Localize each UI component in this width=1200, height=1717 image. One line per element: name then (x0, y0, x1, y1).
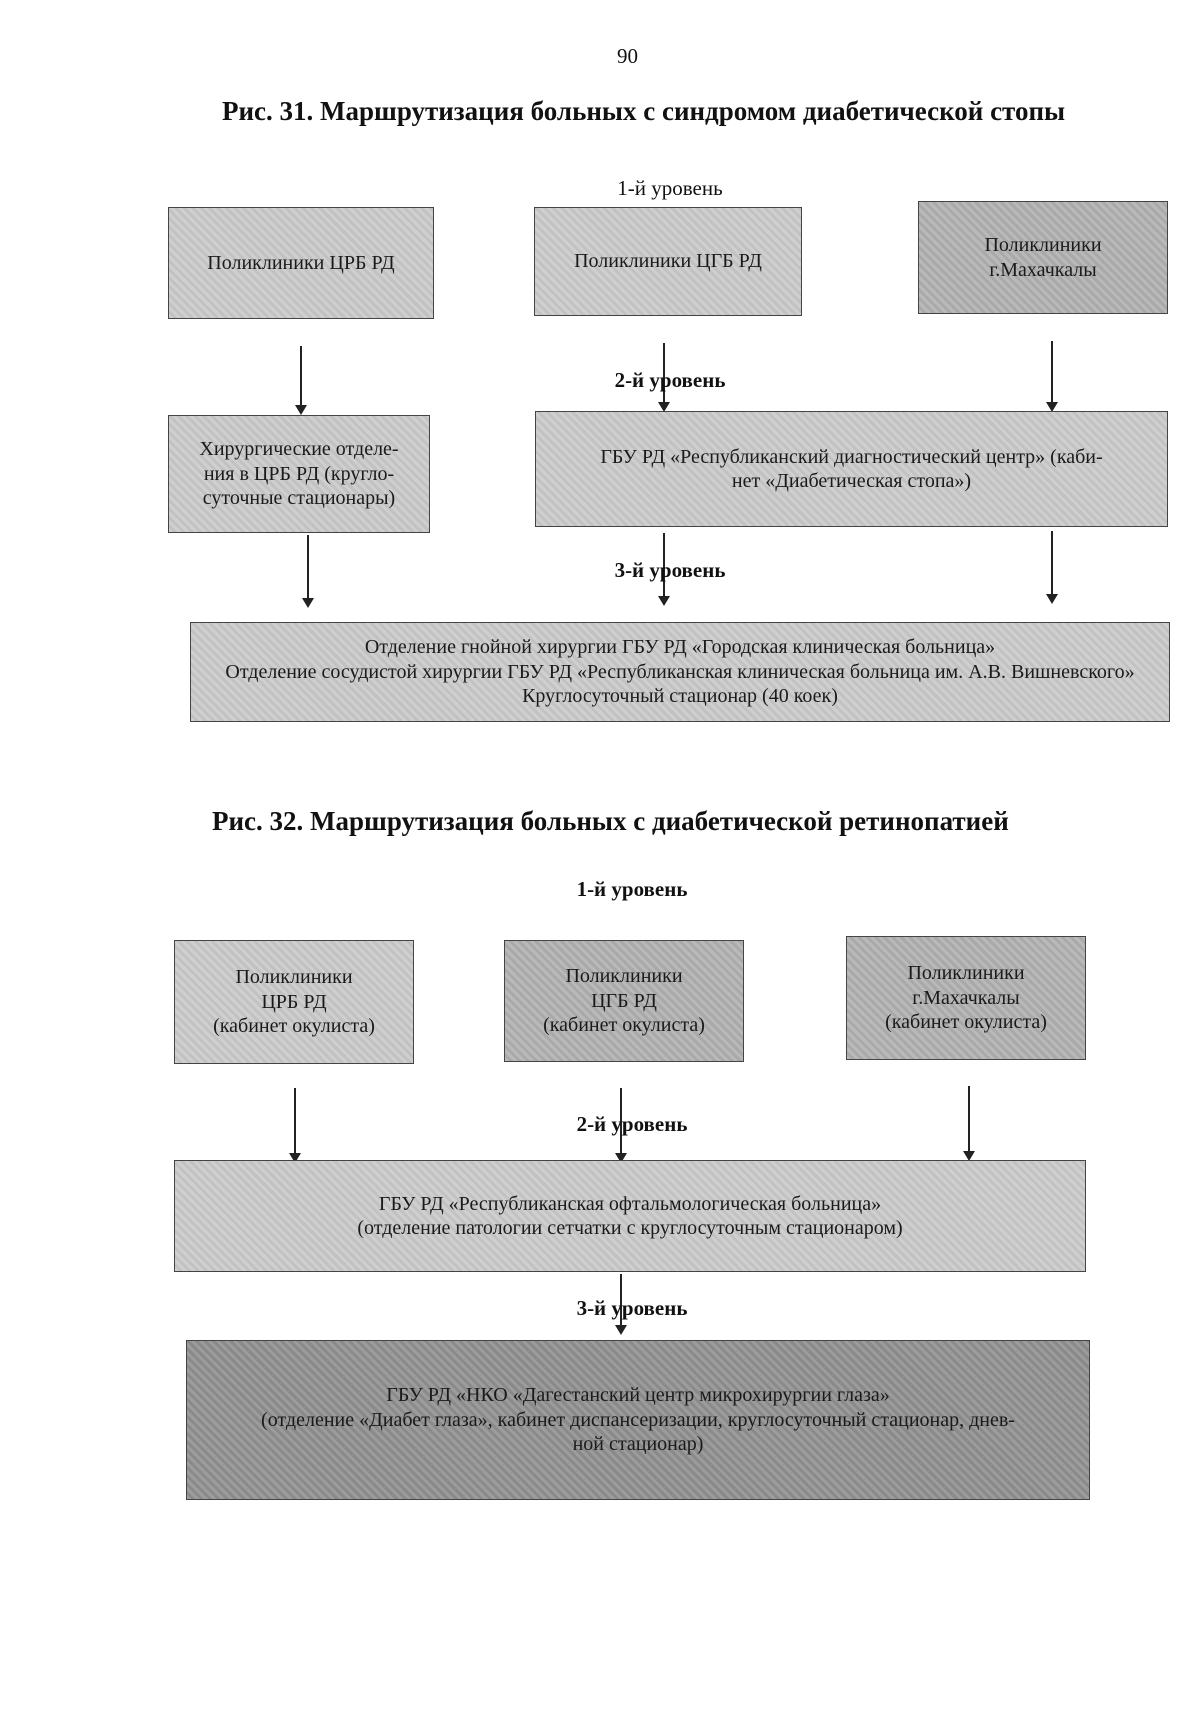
fig32-box-cgb-line: ЦГБ РД (591, 989, 657, 1012)
fig32-box-mkh-line: (кабинет окулиста) (885, 1011, 1047, 1034)
fig32-box-mkh-line: Поликлиники (907, 962, 1025, 985)
fig31-box-surgery-line: ния в ЦРБ РД (кругло- (203, 462, 395, 485)
fig31-box-rdc-line: нет «Диабетическая стопа») (731, 470, 972, 492)
fig32-box-crb-line: Поликлиники (235, 966, 353, 989)
fig32-box-crb-line: ЦРБ РД (261, 990, 327, 1013)
figure-32-title: Рис. 32. Маршрутизация больных с диабетической ретинопатией (212, 806, 1009, 836)
fig32-box-mkh-text (877, 961, 1055, 1034)
fig32-box-crb-line: (кабинет окулиста) (213, 1015, 375, 1038)
fig32-box-mkh-line: г.Махачкалы (912, 986, 1020, 1009)
fig32-level-1-label: 1-й уровень (576, 877, 688, 901)
fig31-box-republican-diagnostic-center (535, 411, 1168, 527)
fig32-box-level3-line: (отделение «Диабет глаза», кабинет диспансеризации, круглосуточный стационар, днев- (261, 1408, 1015, 1431)
fig32-box-cgb-line: Поликлиники (565, 965, 683, 988)
fig31-box-rdc-line: ГБУ РД «Республиканский диагностический центр» (каби- (600, 445, 1103, 468)
fig31-box-surgery-line: суточные стационары) (202, 487, 396, 510)
fig32-arrow-mkh-to-level2 (968, 1086, 970, 1152)
fig32-level-3-label: 3-й уровень (576, 1296, 688, 1320)
fig31-box-level3-text (217, 635, 1142, 708)
fig31-box-crb-polyclinics (168, 207, 434, 319)
fig31-box-mkh-text (976, 233, 1109, 282)
fig32-box-level3-text (253, 1383, 1023, 1456)
fig31-box-cgb-polyclinics (534, 207, 802, 316)
fig31-level-1-label: 1-й уровень (617, 176, 723, 200)
fig31-box-mkh-line: Поликлиники (984, 234, 1102, 257)
fig32-box-microsurgery-center (186, 1340, 1090, 1500)
fig32-box-crb-text (205, 965, 383, 1038)
page-number: 90 (617, 44, 638, 68)
fig31-arrow-crb-to-surgery (300, 346, 302, 406)
fig31-box-makhachkala-polyclinics (918, 201, 1168, 314)
fig32-box-level2-text (349, 1192, 910, 1241)
fig32-box-cgb-text (535, 964, 713, 1037)
fig31-arrow-mkh-to-rdc (1051, 341, 1053, 403)
fig32-box-cgb-line: (кабинет окулиста) (543, 1014, 705, 1037)
fig32-box-cgb-polyclinics (504, 940, 744, 1062)
fig32-level-2-label: 2-й уровень (576, 1112, 688, 1136)
fig31-box-surgery-line: Хирургические отделе- (199, 438, 399, 461)
fig32-box-ophthalmology-hospital (174, 1160, 1086, 1272)
fig32-box-makhachkala-polyclinics (846, 936, 1086, 1060)
fig31-level-3-label: 3-й уровень (614, 558, 726, 582)
fig31-box-level3-hospitals (190, 622, 1170, 722)
fig31-box-level3-line: Отделение гнойной хирургии ГБУ РД «Городская клиническая больница» (364, 636, 996, 659)
fig32-box-crb-polyclinics (174, 940, 414, 1064)
fig31-box-level3-line: Круглосуточный стационар (40 коек) (522, 685, 838, 708)
fig32-box-level3-line: ГБУ РД «НКО «Дагестанский центр микрохирургии глаза» (386, 1384, 890, 1407)
fig31-box-crb-text: Поликлиники ЦРБ РД (207, 251, 395, 274)
figure-31-title: Рис. 31. Маршрутизация больных с синдромом диабетической стопы (222, 96, 1066, 126)
fig32-box-level2-line: ГБУ РД «Республиканская офтальмологическая больница» (378, 1192, 882, 1215)
fig31-box-level3-line: Отделение сосудистой хирургии ГБУ РД «Республиканская клиническая больница им. А.В. Вишневского» (225, 660, 1135, 683)
fig31-box-surgery-departments (168, 415, 430, 533)
fig32-arrow-crb-to-level2 (294, 1088, 296, 1154)
fig31-arrow-surgery-to-level3 (307, 535, 309, 599)
fig31-level-2-label: 2-й уровень (614, 368, 726, 392)
fig31-box-rdc-text (592, 445, 1110, 494)
fig31-box-surgery-text (191, 437, 406, 510)
fig31-arrow-rdc-to-level3-right (1051, 531, 1053, 595)
fig31-box-mkh-line: г.Махачкалы (989, 258, 1097, 281)
fig32-box-level2-line: (отделение патологии сетчатки с круглосуточным стационаром) (357, 1217, 903, 1239)
fig31-box-cgb-text: Поликлиники ЦГБ РД (574, 250, 762, 273)
fig32-box-level3-line: ной стационар) (572, 1433, 704, 1456)
